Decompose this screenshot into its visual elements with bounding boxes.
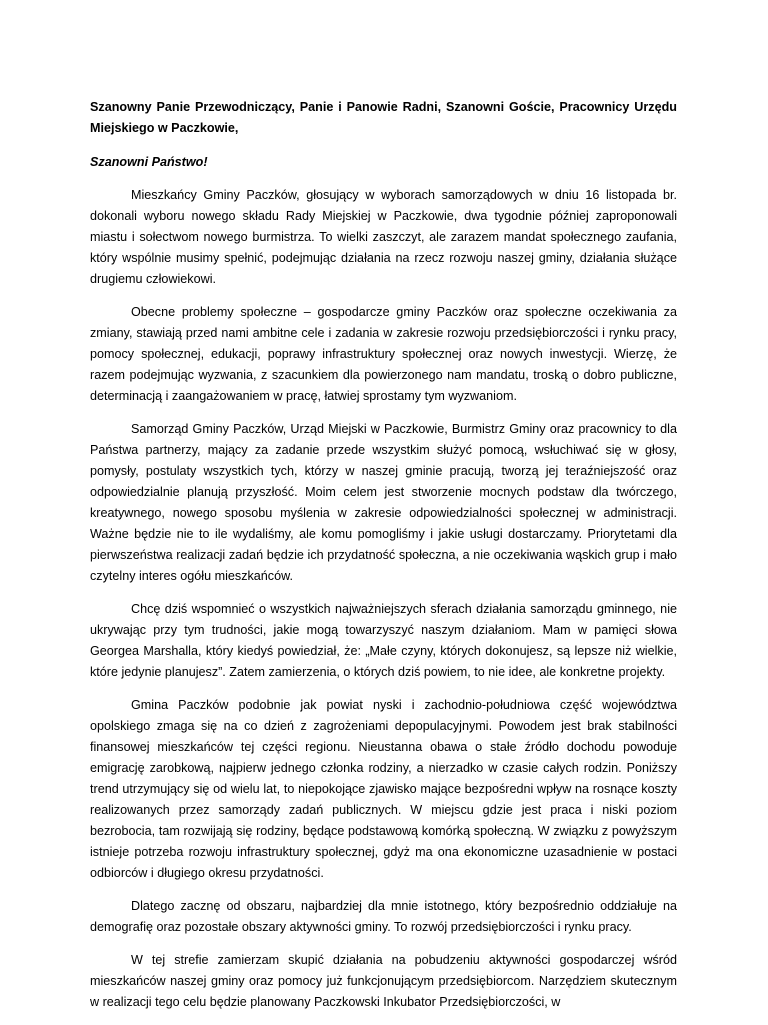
document-heading: Szanowny Panie Przewodniczący, Panie i Panowie Radni, Szanowni Goście, Pracownicy Urzędu Miejskiego w Paczkowie, — [90, 100, 677, 135]
paragraph-6: Dlatego zacznę od obszaru, najbardziej dla mnie istotnego, który bezpośrednio oddziałuje na demografię oraz pozostałe obszary aktywności gminy. To rozwój przedsiębiorczości i rynku pracy. — [90, 899, 677, 934]
paragraph-5: Gmina Paczków podobnie jak powiat nyski i zachodnio-południowa część województwa opolskiego zmaga się na co dzień z zagrożeniami depopulacyjnymi. Powodem jest brak stabilności finansowej mieszkańców tej części regionu. Nieustanna obawa o stałe źródło dochodu powoduje emigrację zarobkową, najpierw jednego członka rodziny, a nierzadko w czasie całych rodzin. Poniższy trend utrzymujący się od wielu lat, to niepokojące zjawisko mające bezpośredni wpływ na rosnące koszty realizowanych przez samorządy zadań publicznych. W miejscu gdzie jest praca i niski poziom bezrobocia, tam rozwijają się rodziny, będące podstawową komórką społeczną. W związku z powyższym istnieje potrzeba rozwoju infrastruktury społecznej, gdyż ma ona ekonomiczne uzasadnienie w postaci odbiorców i długiego okresu przydatności. — [90, 698, 677, 880]
document-body — [90, 97, 677, 1025]
document-salutation: Szanowni Państwo! — [90, 155, 208, 169]
paragraph-2: Obecne problemy społeczne – gospodarcze gminy Paczków oraz społeczne oczekiwania za zmiany, stawiają przed nami ambitne cele i zadania w zakresie rozwoju przedsiębiorczości i rynku pracy, pomocy społecznej, edukacji, poprawy infrastruktury społecznej oraz nowych inwestycji. Wierzę, że razem podejmując wyzwania, z szacunkiem dla powierzonego nam mandatu, troską o dobro publiczne, determinacją i zaangażowaniem w pracę, łatwiej sprostamy tym wyzwaniom. — [90, 305, 677, 403]
paragraph-3: Samorząd Gminy Paczków, Urząd Miejski w Paczkowie, Burmistrz Gminy oraz pracownicy to dla Państwa partnerzy, mający za zadanie przede wszystkim służyć pomocą, wsłuchiwać się w głosy, pomysły, postulaty wszystkich tych, którzy w naszej gminie pracują, tworzą jej teraźniejszość oraz odpowiedzialnie planują przyszłość. Moim celem jest stworzenie mocnych podstaw dla twórczego, kreatywnego, nowego sposobu myślenia w zakresie odpowiedzialności społecznej w administracji. Ważne będzie nie to ile wydaliśmy, ale komu pomogliśmy i jakie usługi dostarczamy. Priorytetami dla pierwszeństwa realizacji zadań będzie ich przydatność społeczna, a nie oczekiwania wąskich grup i mało czytelny interes ogółu mieszkańców. — [90, 422, 677, 583]
paragraph-1: Mieszkańcy Gminy Paczków, głosujący w wyborach samorządowych w dniu 16 listopada br. dokonali wyboru nowego składu Rady Miejskiej w Paczkowie, dwa tygodnie później zaproponowali miastu i sołectwom nowego burmistrza. To wielki zaszczyt, ale zarazem mandat społecznego zaufania, który wspólnie musimy spełnić, podejmując działania na rzecz rozwoju naszej gminy, działania służące drugiemu człowiekowi. — [90, 188, 677, 286]
paragraph-7: W tej strefie zamierzam skupić działania na pobudzeniu aktywności gospodarczej wśród mieszkańców naszej gminy oraz pomocy już funkcjonującym przedsiębiorcom. Narzędziem skutecznym w realizacji tego celu będzie planowany Paczkowski Inkubator Przedsiębiorczości, w — [90, 953, 677, 1009]
paragraph-4: Chcę dziś wspomnieć o wszystkich najważniejszych sferach działania samorządu gminnego, nie ukrywając przy tym trudności, jakie mogą towarzyszyć naszym działaniom. Mam w pamięci słowa Georgea Marshalla, który kiedyś powiedział, że: „Małe czyny, których dokonujesz, są lepsze niż wielkie, które jedynie planujesz”. Zatem zamierzenia, o których dziś powiem, to nie idee, ale konkretne projekty. — [90, 602, 677, 679]
